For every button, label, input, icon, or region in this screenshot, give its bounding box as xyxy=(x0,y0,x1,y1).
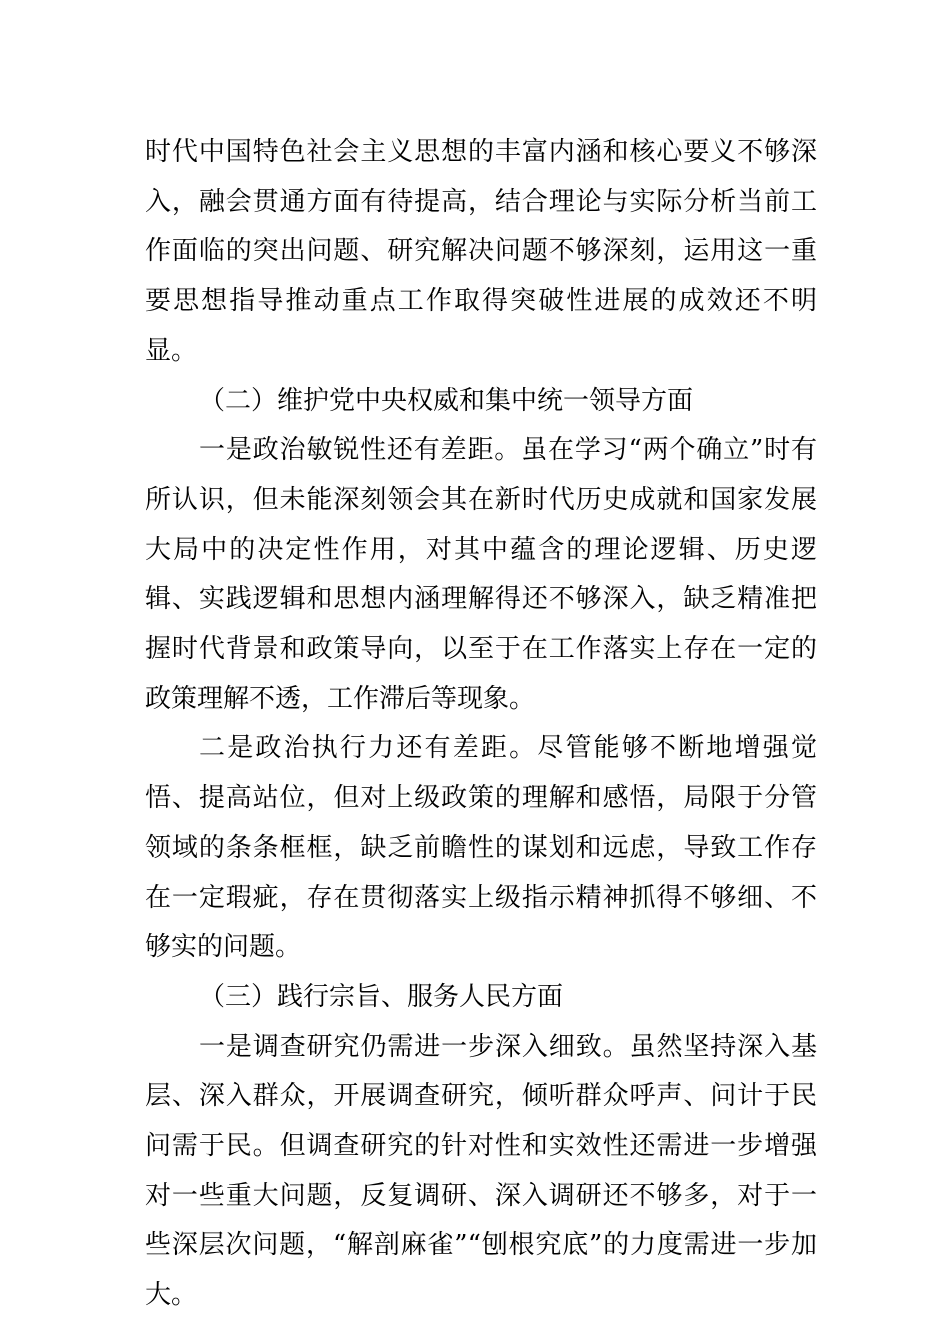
paragraph-political-execution: 二是政治执行力还有差距。尽管能够不断地增强觉悟、提高站位，但对上级政策的理解和感悟，局限于分管领域的条条框框，缺乏前瞻性的谋划和远虑，导致工作存在一定瑕疵，存在贯彻落实上级指示精神抓得不够细、不够实的问题。 xyxy=(145,733,817,963)
section-heading-3: （三）践行宗旨、服务人民方面 xyxy=(199,981,564,1012)
paragraph-continuation: 时代中国特色社会主义思想的丰富内涵和核心要义不够深入，融会贯通方面有待提高，结合理论与实际分析当前工作面临的突出问题、研究解决问题不够深刻，运用这一重要思想指导推动重点工作取得突破性进展的成效还不明显。 xyxy=(145,137,817,366)
section-heading-2: （二）维护党中央权威和集中统一领导方面 xyxy=(199,385,694,416)
document-body xyxy=(145,128,817,1321)
paragraph-political-sensitivity: 一是政治敏锐性还有差距。虽在学习“两个确立”时有所认识，但未能深刻领会其在新时代历史成就和国家发展大局中的决定性作用，对其中蕴含的理论逻辑、历史逻辑、实践逻辑和思想内涵理解得还不够深入，缺乏精准把握时代背景和政策导向，以至于在工作落实上存在一定的政策理解不透，工作滞后等现象。 xyxy=(145,435,817,714)
paragraph-investigation-research: 一是调查研究仍需进一步深入细致。虽然坚持深入基层、深入群众，开展调查研究，倾听群众呼声、问计于民问需于民。但调查研究的针对性和实效性还需进一步增强对一些重大问题，反复调研、深入调研还不够多，对于一些深层次问题，“解剖麻雀”“刨根究底”的力度需进一步加大。 xyxy=(145,1031,817,1311)
